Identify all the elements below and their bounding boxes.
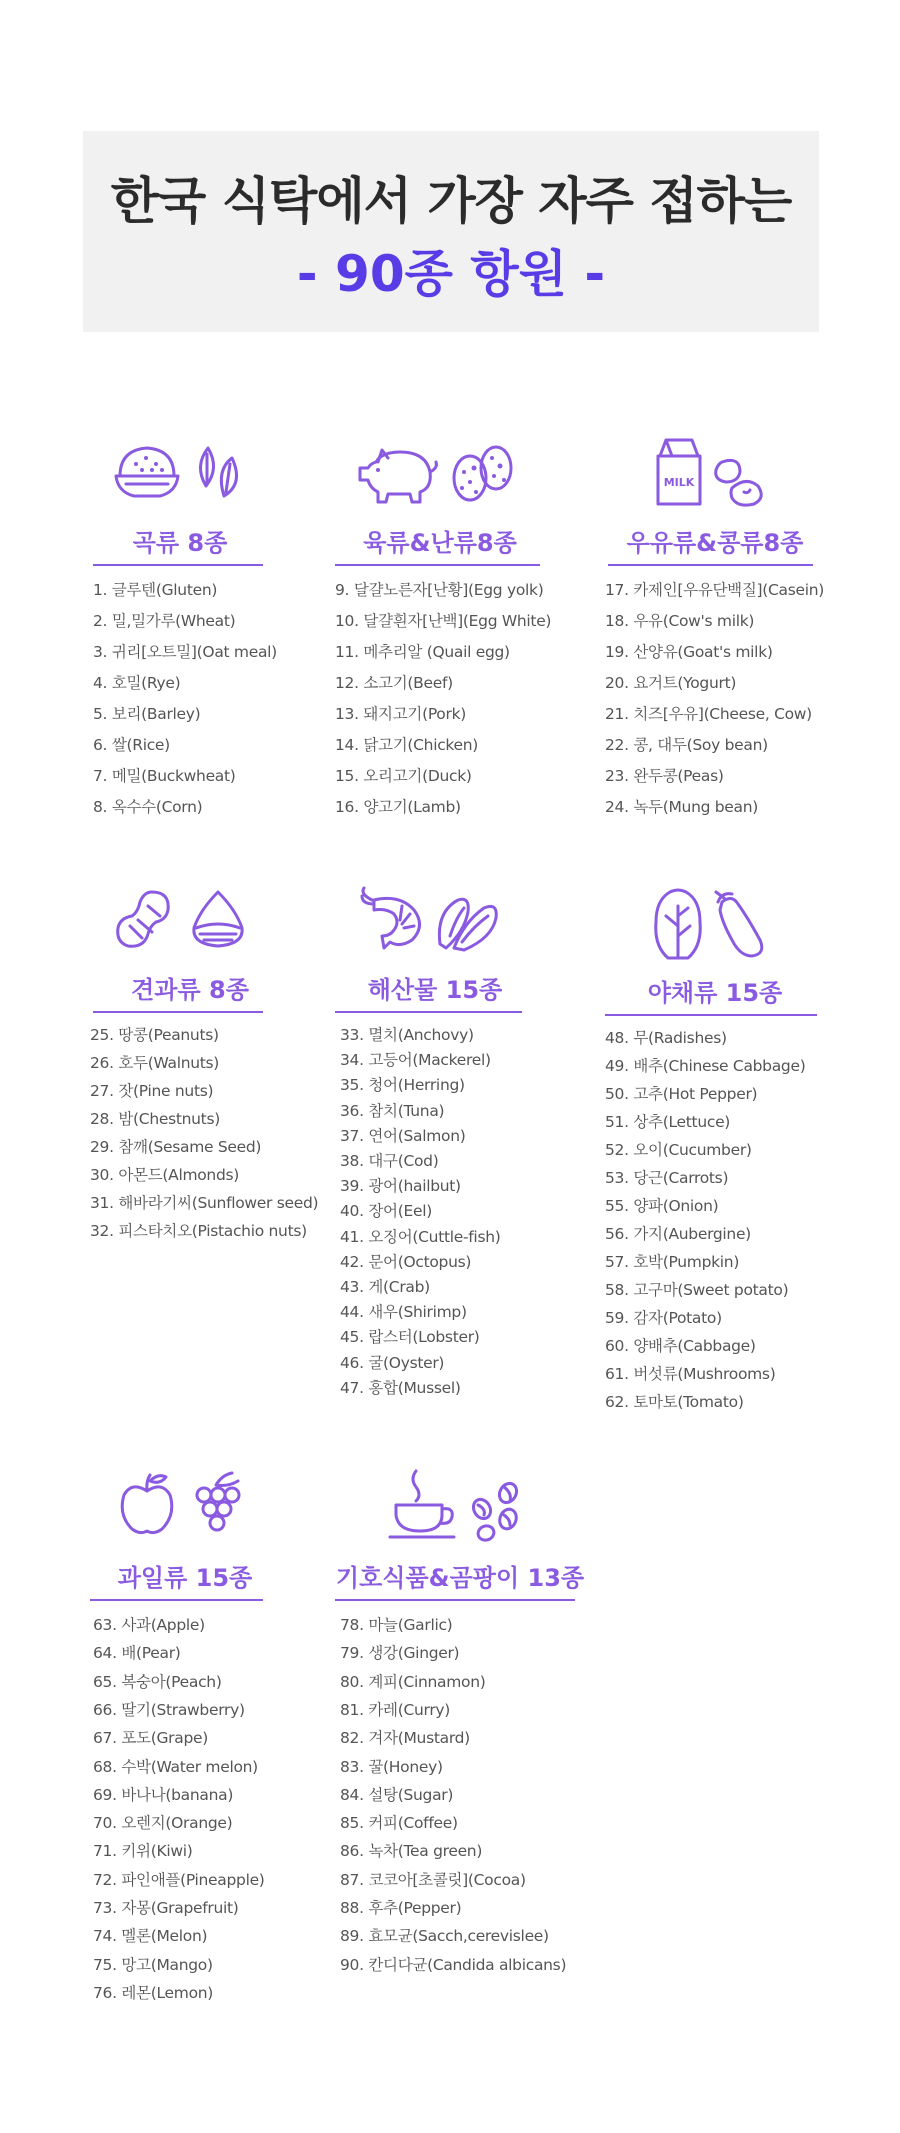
list-item: 35. 청어(Herring) xyxy=(340,1076,465,1095)
section-title: 과일류 15종 xyxy=(117,1564,253,1592)
list-item: 15. 오리고기(Duck) xyxy=(335,767,472,785)
section-title: 육류&난류8종 xyxy=(363,529,517,557)
list-item: 32. 피스타치오(Pistachio nuts) xyxy=(90,1222,307,1240)
list-item: 88. 후추(Pepper) xyxy=(340,1899,462,1917)
list-item: 64. 배(Pear) xyxy=(93,1644,181,1663)
list-item: 86. 녹차(Tea green) xyxy=(340,1842,483,1861)
list-item: 81. 카레(Curry) xyxy=(340,1700,451,1719)
list-item: 55. 양파(Onion) xyxy=(605,1197,719,1215)
list-item: 11. 메추리알 (Quail egg) xyxy=(335,643,510,661)
list-item: 30. 아몬드(Almonds) xyxy=(90,1166,240,1184)
grain-seeds-icon xyxy=(190,444,248,502)
list-item: 18. 우유(Cow's milk) xyxy=(605,612,755,630)
list-item: 71. 키위(Kiwi) xyxy=(93,1842,193,1861)
list-item: 74. 멜론(Melon) xyxy=(93,1927,208,1946)
page-title: 한국 식탁에서 가장 자주 접하는 xyxy=(110,172,792,230)
list-item: 84. 설탕(Sugar) xyxy=(340,1785,454,1804)
section-seafood xyxy=(330,880,540,1440)
section-meat-eggs xyxy=(330,430,550,830)
section-dairy-beans xyxy=(600,430,830,830)
list-item: 17. 카제인[우유단백질](Casein) xyxy=(605,581,825,599)
section-title: 기호식품&곰팡이 13종 xyxy=(335,1564,585,1592)
list-item: 3. 귀리[오트밀](Oat meal) xyxy=(93,643,277,661)
list-item: 51. 상추(Lettuce) xyxy=(605,1113,731,1131)
list-item: 53. 당근(Carrots) xyxy=(605,1169,729,1187)
list-item: 40. 장어(Eel) xyxy=(340,1202,432,1221)
list-item: 85. 커피(Coffee) xyxy=(340,1814,458,1833)
section-divider xyxy=(605,1014,817,1016)
list-item: 47. 홍합(Mussel) xyxy=(340,1378,461,1397)
chestnut-icon xyxy=(186,888,250,952)
rice-bowl-icon xyxy=(112,440,182,502)
list-item: 79. 생강(Ginger) xyxy=(340,1644,460,1663)
list-item: 52. 오이(Cucumber) xyxy=(605,1141,752,1159)
section-title: 곡류 8종 xyxy=(132,529,228,557)
list-item: 25. 땅콩(Peanuts) xyxy=(90,1026,219,1044)
list-item: 58. 고구마(Sweet potato) xyxy=(605,1281,789,1299)
list-item: 6. 쌀(Rice) xyxy=(93,736,170,754)
grapes-icon xyxy=(188,1471,244,1537)
list-item: 39. 광어(hailbut) xyxy=(340,1177,461,1196)
list-item: 34. 고등어(Mackerel) xyxy=(340,1051,491,1070)
section-title: 견과류 8종 xyxy=(131,976,249,1004)
list-item: 19. 산양유(Goat's milk) xyxy=(605,643,773,661)
list-item: 68. 수박(Water melon) xyxy=(93,1757,258,1776)
section-fruits xyxy=(90,1465,280,2005)
list-item: 61. 버섯류(Mushrooms) xyxy=(605,1365,776,1383)
peanut-icon xyxy=(112,886,176,952)
section-title: 우유류&콩류8종 xyxy=(626,529,804,557)
list-item: 7. 메밀(Buckwheat) xyxy=(93,767,236,785)
section-grains xyxy=(90,430,277,830)
shrimp-icon xyxy=(360,886,430,952)
list-item: 20. 요거트(Yogurt) xyxy=(605,674,737,692)
list-item: 28. 밤(Chestnuts) xyxy=(90,1110,220,1128)
list-item: 21. 치즈[우유](Cheese, Cow) xyxy=(605,705,812,723)
list-item: 23. 완두콩(Peas) xyxy=(605,767,724,785)
list-item: 36. 참치(Tuna) xyxy=(340,1101,445,1120)
list-item: 37. 연어(Salmon) xyxy=(340,1126,466,1145)
list-item: 10. 달걀흰자[난백](Egg White) xyxy=(335,612,552,630)
list-item: 80. 계피(Cinnamon) xyxy=(340,1672,486,1691)
list-item: 89. 효모균(Sacch,cerevislee) xyxy=(340,1927,549,1946)
section-divider xyxy=(335,1599,575,1601)
mussel-icon xyxy=(434,892,500,954)
section-nuts xyxy=(90,880,319,1280)
list-item: 70. 오렌지(Orange) xyxy=(93,1814,233,1833)
list-item: 42. 문어(Octopus) xyxy=(340,1252,472,1271)
list-item: 22. 콩, 대두(Soy bean) xyxy=(605,736,768,754)
list-item: 14. 닭고기(Chicken) xyxy=(335,736,479,754)
list-item: 41. 오징어(Cuttle-fish) xyxy=(340,1227,501,1246)
apple-icon xyxy=(118,1471,176,1537)
section-divider xyxy=(93,564,263,566)
list-item: 45. 랍스터(Lobster) xyxy=(340,1328,480,1347)
list-item: 38. 대구(Cod) xyxy=(340,1152,439,1170)
list-item: 60. 양배추(Cabbage) xyxy=(605,1337,756,1355)
cabbage-icon xyxy=(648,886,708,960)
list-item: 82. 겨자(Mustard) xyxy=(340,1729,470,1748)
list-item: 29. 참깨(Sesame Seed) xyxy=(90,1138,262,1156)
section-preference-foods xyxy=(330,1465,590,1985)
section-divider xyxy=(93,1011,263,1013)
list-item: 12. 소고기(Beef) xyxy=(335,674,453,692)
pig-icon xyxy=(352,442,444,506)
list-item: 46. 굴(Oyster) xyxy=(340,1353,445,1372)
coffee-beans-icon xyxy=(468,1481,524,1543)
list-item: 24. 녹두(Mung bean) xyxy=(605,798,759,816)
section-title: 해산물 15종 xyxy=(367,976,503,1004)
list-item: 50. 고추(Hot Pepper) xyxy=(605,1085,758,1103)
page-subtitle: - 90종 항원 - xyxy=(296,245,606,303)
list-item: 13. 돼지고기(Pork) xyxy=(335,705,466,723)
quail-eggs-icon xyxy=(448,440,518,506)
svg-text:MILK: MILK xyxy=(663,476,695,489)
list-item: 67. 포도(Grape) xyxy=(93,1729,208,1748)
section-divider xyxy=(335,1011,522,1013)
list-item: 8. 옥수수(Corn) xyxy=(93,798,203,816)
list-item: 26. 호두(Walnuts) xyxy=(90,1054,220,1072)
list-item: 1. 글루텐(Gluten) xyxy=(93,581,218,599)
list-item: 43. 게(Crab) xyxy=(340,1278,430,1296)
list-item: 76. 레몬(Lemon) xyxy=(93,1983,214,2002)
list-item: 48. 무(Radishes) xyxy=(605,1029,727,1047)
header-box xyxy=(83,131,819,332)
list-item: 87. 코코아[초콜릿](Cocoa) xyxy=(340,1870,526,1889)
list-item: 66. 딸기(Strawberry) xyxy=(93,1700,245,1719)
coffee-cup-icon xyxy=(386,1467,466,1543)
list-item: 65. 복숭아(Peach) xyxy=(93,1672,222,1691)
section-vegetables xyxy=(600,880,830,1410)
list-item: 33. 멸치(Anchovy) xyxy=(340,1026,474,1044)
list-item: 69. 바나나(banana) xyxy=(93,1785,234,1804)
list-item: 16. 양고기(Lamb) xyxy=(335,798,461,816)
section-divider xyxy=(90,1599,263,1601)
list-item: 78. 마늘(Garlic) xyxy=(340,1616,453,1634)
list-item: 2. 밀,밀가루(Wheat) xyxy=(93,612,236,630)
list-item: 59. 감자(Potato) xyxy=(605,1309,722,1327)
list-item: 49. 배추(Chinese Cabbage) xyxy=(605,1057,806,1075)
list-item: 57. 호박(Pumpkin) xyxy=(605,1253,740,1271)
list-item: 83. 꿀(Honey) xyxy=(340,1757,443,1776)
list-item: 56. 가지(Aubergine) xyxy=(605,1225,751,1243)
eggplant-icon xyxy=(712,888,768,960)
list-item: 63. 사과(Apple) xyxy=(93,1616,205,1634)
list-item: 62. 토마토(Tomato) xyxy=(605,1393,744,1411)
milk-carton-icon xyxy=(652,436,708,508)
list-item: 72. 파인애플(Pineapple) xyxy=(93,1870,265,1889)
list-item: 4. 호밀(Rye) xyxy=(93,674,181,692)
section-divider xyxy=(335,564,540,566)
section-title: 야채류 15종 xyxy=(647,979,783,1007)
list-item: 44. 새우(Shirimp) xyxy=(340,1303,467,1322)
list-item: 73. 자몽(Grapefruit) xyxy=(93,1899,239,1917)
list-item: 5. 보리(Barley) xyxy=(93,705,201,723)
list-item: 9. 달걀노른자[난황](Egg yolk) xyxy=(335,581,544,599)
list-item: 31. 해바라기씨(Sunflower seed) xyxy=(90,1194,319,1212)
list-item: 90. 칸디다균(Candida albicans) xyxy=(340,1955,567,1974)
beans-icon xyxy=(710,454,770,510)
list-item: 27. 잣(Pine nuts) xyxy=(90,1082,214,1100)
list-item: 75. 망고(Mango) xyxy=(93,1955,213,1974)
section-divider xyxy=(608,564,813,566)
